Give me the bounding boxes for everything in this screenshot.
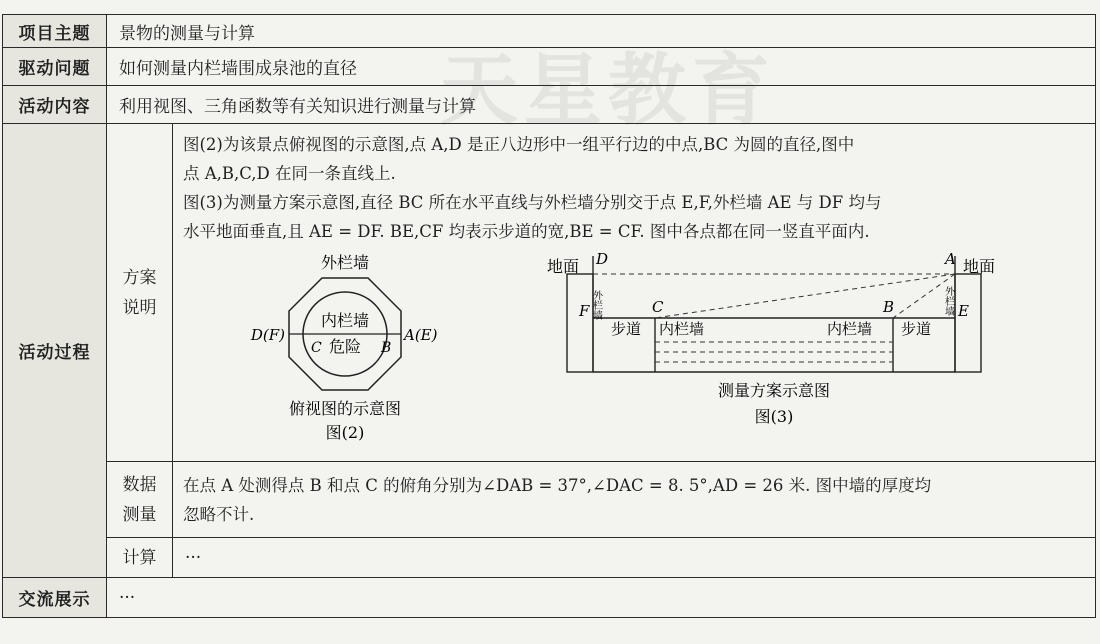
- fig3-point-a: A: [945, 250, 956, 268]
- fig2-inner-wall-label: 内栏墙: [320, 311, 370, 330]
- row-question: [3, 48, 1096, 86]
- fig2-point-df: D(F): [250, 326, 285, 344]
- data-measure-label-line1: 数据: [122, 474, 157, 495]
- fig3-wall-right: 外栏墙: [942, 286, 954, 316]
- data-measure-label-line2: 测量: [122, 504, 157, 525]
- row-calc: [3, 538, 1096, 578]
- question-label: 驱动问题: [3, 48, 107, 86]
- fig3-caption: 测量方案示意图: [717, 381, 831, 400]
- fig3-path-left: 步道: [611, 320, 642, 338]
- exchange-label: 交流展示: [3, 578, 107, 618]
- data-measure-line: 忽略不计.: [183, 504, 255, 524]
- right-ground-block: [955, 274, 981, 372]
- data-measure-content: [173, 462, 1096, 538]
- fig3-ground-right: 地面: [963, 257, 996, 276]
- fig3-ground-left: 地面: [547, 257, 580, 276]
- data-measure-line: 在点 A 处测得点 B 和点 C 的俯角分别为∠DAB = 37°,∠DAC = 8. 5°,AD = 26 米. 图中墙的厚度均: [183, 475, 932, 495]
- plan-content: [173, 124, 1096, 462]
- plan-label-line2: 说明: [122, 297, 157, 318]
- fig2-danger-label: 危险: [328, 337, 362, 356]
- fig2-number: 图(2): [325, 423, 365, 442]
- fig3-point-b: B: [883, 298, 895, 316]
- plan-line: 图(2)为该景点俯视图的示意图,点 A,D 是正八边形中一组平行边的中点,BC 为圆的直径,图中: [183, 135, 855, 154]
- fig2-point-b: B: [381, 340, 392, 356]
- plan-line: 水平地面垂直,且 AE = DF. BE,CF 均表示步道的宽,BE = CF. 图中各点都在同一竖直平面内.: [183, 222, 870, 241]
- row-exchange: [3, 578, 1096, 618]
- plan-label-line1: 方案: [122, 267, 157, 288]
- activity-table: [2, 14, 1096, 618]
- content-value: 利用视图、三角函数等有关知识进行测量与计算: [107, 86, 1096, 124]
- content-label: 活动内容: [3, 86, 107, 124]
- fig3-point-d: D: [596, 250, 609, 268]
- fig3-number: 图(3): [754, 407, 794, 426]
- sightline-ac: [655, 274, 955, 318]
- figures: [173, 246, 1093, 442]
- fig3-path-right: 步道: [901, 320, 932, 338]
- exchange-value: ···: [107, 578, 1096, 618]
- fig2-point-c: C: [311, 340, 322, 356]
- plan-line: 点 A,B,C,D 在同一条直线上.: [183, 164, 396, 183]
- calc-value: ···: [173, 538, 1096, 578]
- left-ground-block: [567, 274, 593, 372]
- fig3-point-f: F: [579, 302, 590, 320]
- figure-3-measurement: [547, 250, 995, 426]
- theme-label: 项目主题: [3, 15, 107, 48]
- fig3-point-e: E: [958, 302, 969, 320]
- row-plan: [3, 124, 1096, 462]
- fig3-wall-left: 外栏墙: [590, 290, 602, 320]
- plan-label: [107, 124, 173, 462]
- theme-value: 景物的测量与计算: [107, 15, 1096, 48]
- row-theme: [3, 15, 1096, 48]
- process-label: 活动过程: [3, 124, 107, 578]
- figure-2-top-view: [250, 253, 438, 442]
- plan-text: [173, 124, 1095, 246]
- row-data-measure: [3, 462, 1096, 538]
- fig3-inner-right: 内栏墙: [827, 320, 873, 338]
- watermark: 天星教育: [440, 46, 777, 136]
- calc-label: 计算: [107, 538, 173, 578]
- fig2-caption: 俯视图的示意图: [288, 399, 402, 418]
- row-content: [3, 86, 1096, 124]
- fig3-inner-left: 内栏墙: [659, 320, 705, 338]
- data-measure-label: [107, 462, 173, 538]
- fig2-point-ae: A(E): [404, 326, 438, 344]
- data-measure-text: [173, 471, 1095, 529]
- fig2-outer-wall-label: 外栏墙: [320, 253, 370, 272]
- question-value: 如何测量内栏墙围成泉池的直径: [107, 48, 1096, 86]
- plan-line: 图(3)为测量方案示意图,直径 BC 所在水平直线与外栏墙分别交于点 E,F,外栏墙 AE 与 DF 均与: [183, 193, 882, 212]
- fig3-point-c: C: [652, 298, 664, 316]
